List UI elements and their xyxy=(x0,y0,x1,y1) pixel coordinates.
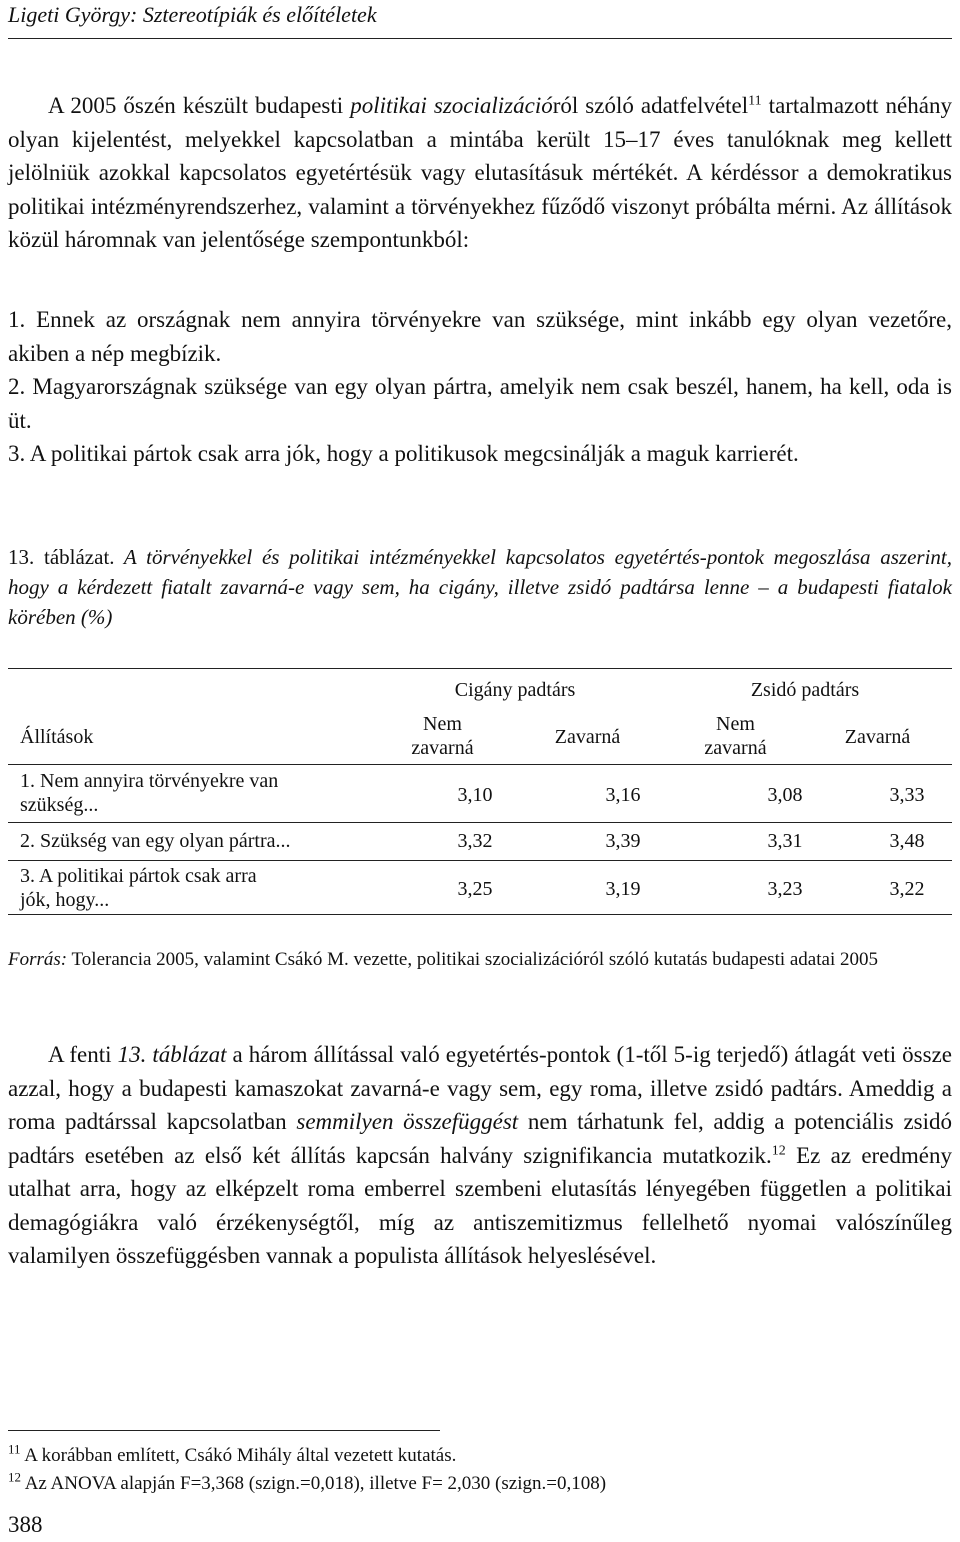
table-row-1-label-line-1: 1. Nem annyira törvényekre van xyxy=(20,770,279,792)
table-row-1-label-line-2: szükség... xyxy=(20,794,99,816)
table-caption xyxy=(8,542,952,632)
statement-2: 2. Magyarországnak szüksége van egy olyan pártra, amelyik nem csak beszél, hanem, ha kell, oda is üt. xyxy=(8,374,952,433)
paragraph-2-text-c: a három állítással való egyetértés-pontok (1-től 5-ig terjedő) átlagát veti össze azzal, hogy a budapesti kamaszokat zavarná-e vagy sem, egy roma, illetve zsidó padtárs. Ameddig a roma padtárssal kapcsolatban xyxy=(8,1042,952,1134)
table-row-3-label-line-2: jók, hogy... xyxy=(20,889,110,911)
running-head: Ligeti György: Sztereotípiák és előítéletek xyxy=(8,0,952,39)
paragraph-1-text-a: A 2005 őszén készült budapesti xyxy=(48,93,351,118)
table-group-header-cigany: Cigány padtárs xyxy=(454,679,576,701)
table-group-header-zsido: Zsidó padtárs xyxy=(750,679,860,701)
footnote-12 xyxy=(8,1469,952,1496)
source-label: Forrás: xyxy=(8,949,68,970)
table-caption-text: A törvényekkel és politikai intézményekkel kapcsolatos egyetértés-pontok megoszlása aszerint, hogy a kérdezett fiatalt zavarná-e vagy sem, ha cigány, illetve zsidó padtársa lenne – a budapesti fiatalok körében (%) xyxy=(8,545,952,629)
table-header-zavarna-line-1: zavarná xyxy=(411,737,474,759)
table-row-1-cell-2: 3,16 xyxy=(605,784,641,806)
table-caption-label: 13. táblázat. xyxy=(8,545,115,569)
table-row-3-cell-2: 3,19 xyxy=(605,878,641,900)
paragraph-2-italic-table-ref: 13. táblázat xyxy=(117,1042,227,1067)
table-row-1-label xyxy=(20,769,278,817)
table-row-3-cell-4: 3,22 xyxy=(889,878,925,900)
paragraph-1-italic-term: politikai szocializáció xyxy=(350,93,553,118)
table-row-rule-2 xyxy=(8,860,952,861)
statement-3: 3. A politikai pártok csak arra jók, hogy a politikusok megcsinálják a maguk karrierét. xyxy=(8,441,799,466)
table-row-3-label-line-1: 3. A politikai pártok csak arra xyxy=(20,865,257,887)
table-row-3-cell-3: 3,23 xyxy=(767,878,803,900)
paragraph-1 xyxy=(8,89,952,257)
statement-1: 1. Ennek az országnak nem annyira törvényekre van szüksége, mint inkább egy olyan vezetőre, akiben a nép megbízik. xyxy=(8,307,952,366)
table-row-3-cell-1: 3,25 xyxy=(457,878,493,900)
page-number: 388 xyxy=(8,1512,43,1537)
table-header-nem-2: Nem xyxy=(716,713,755,735)
table-row-2-cell-1: 3,32 xyxy=(457,830,493,852)
footnote-11 xyxy=(8,1441,952,1468)
table-row-1-cell-3: 3,08 xyxy=(767,784,803,806)
paragraph-1-text-c: ról szóló adatfelvétel xyxy=(552,93,749,118)
footnote-separator xyxy=(8,1430,440,1431)
table-header-statements: Állítások xyxy=(20,726,94,748)
footnote-11-number: 11 xyxy=(8,1441,21,1457)
table-row-3-label xyxy=(20,864,257,912)
table-header-nem-1: Nem xyxy=(423,713,462,735)
table-row-2-cell-3: 3,31 xyxy=(767,830,803,852)
footnote-12-text: Az ANOVA alapján F=3,368 (szign.=0,018), illetve F= 2,030 (szign.=0,108) xyxy=(21,1473,607,1494)
table-row-2-cell-4: 3,48 xyxy=(889,830,925,852)
table-row-rule-1 xyxy=(8,822,952,823)
table-row-1-cell-1: 3,10 xyxy=(457,784,493,806)
table-header-zavarna-1: Zavarná xyxy=(554,726,621,748)
table-header-zavarna-2: Zavarná xyxy=(844,726,911,748)
footnote-12-number: 12 xyxy=(8,1469,21,1485)
table-header-nem-zavarna-2 xyxy=(688,712,783,760)
paragraph-2-italic-phrase: semmilyen összefüggést xyxy=(296,1109,519,1134)
table-header-nem-zavarna-1 xyxy=(395,712,490,760)
table-row-2-cell-2: 3,39 xyxy=(605,830,641,852)
footnote-11-text: A korábban említett, Csákó Mihály által vezetett kutatás. xyxy=(20,1445,457,1466)
footnote-ref-11[interactable]: 11 xyxy=(748,93,762,109)
table-header-zavarna-line-2: zavarná xyxy=(704,737,767,759)
paragraph-2 xyxy=(8,1038,952,1273)
table-header-rule xyxy=(8,764,952,765)
paragraph-1-text-d: tartalmazott néhány olyan kijelentést, melyekkel kapcsolatban a mintába került 15–17 éves tanulóknak meg kellett jelölniük azokkal kapcsolatos egyetértésük vagy elutasításuk mértékét. A kérdéssor a demokratikus politikai intézményrendszerhez, valamint a törvényekhez fűződő viszonyt próbálta mérni. Az állítások közül háromnak van jelentősége szempontunkból: xyxy=(8,93,952,252)
footnote-ref-12[interactable]: 12 xyxy=(771,1142,786,1158)
paragraph-2-text-e: nem tárhatunk fel, addig a potenciális zsidó padtárs esetében az első két állítás kapcsán halvány szignifikancia mutatkozik. xyxy=(8,1109,953,1168)
table-row-2-label: 2. Szükség van egy olyan pártra... xyxy=(20,830,291,852)
paragraph-2-text-a: A fenti xyxy=(48,1042,118,1067)
table-bottom-rule xyxy=(8,914,952,915)
table-source xyxy=(8,945,952,975)
source-text: Tolerancia 2005, valamint Csákó M. vezette, politikai szocializációról szóló kutatás budapesti adatai 2005 xyxy=(67,949,878,970)
table-row-1-cell-4: 3,33 xyxy=(889,784,925,806)
paragraph-2-text-f: Ez az eredmény utalhat arra, hogy az elképzelt roma emberrel szembeni elutasítás lényegében független a politikai demagógiákra való érzékenységtől, míg az antiszemitizmus fellelhető nyomai valószínűleg valamilyen összefüggésben vannak a populista állítások helyeslésével. xyxy=(8,1142,952,1268)
table-top-rule xyxy=(8,668,952,669)
